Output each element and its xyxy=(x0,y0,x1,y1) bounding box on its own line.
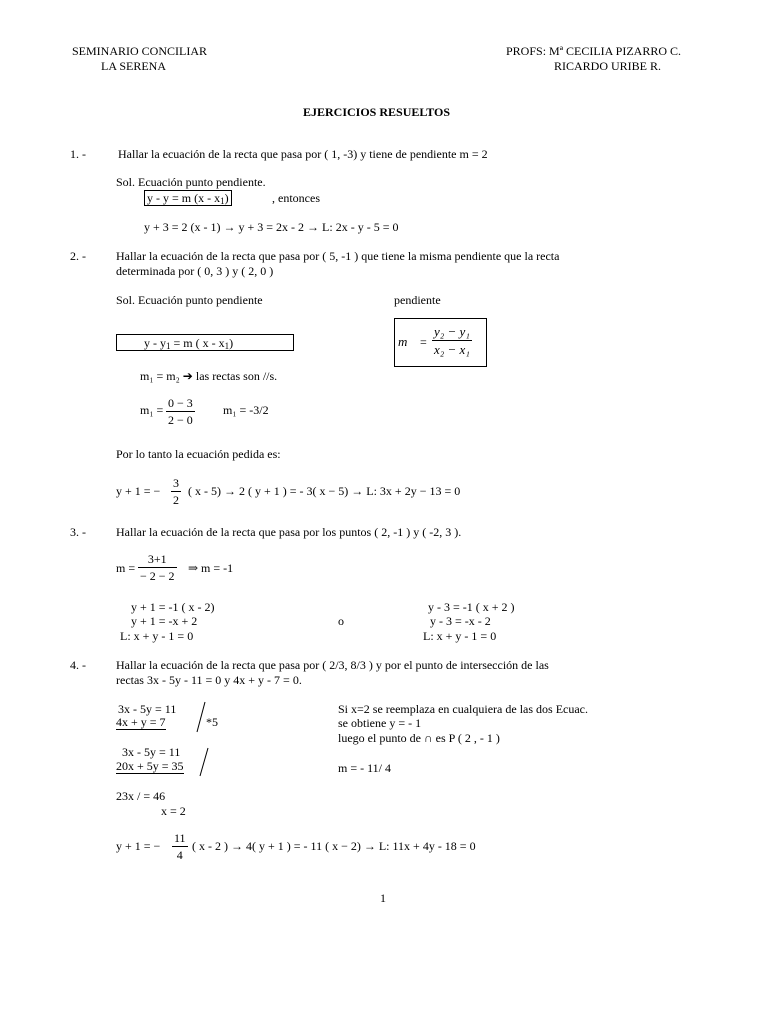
exercise-4-final-left: y + 1 = − xyxy=(116,839,161,853)
exercise-3-slope-result: ⇒ m = -1 xyxy=(188,561,234,575)
fraction-denominator: 2 xyxy=(173,493,179,507)
exercise-4-statement-line2: rectas 3x - 5y - 11 = 0 y 4x + y - 7 = 0. xyxy=(116,673,302,687)
exercise-2-final-fraction xyxy=(171,477,181,506)
explanation-line3: luego el punto de ∩ es P ( 2 , - 1 ) xyxy=(338,731,500,745)
fraction-numerator: 3 xyxy=(173,476,179,490)
fraction-numerator: 11 xyxy=(174,831,186,845)
equals-sign: = xyxy=(420,335,427,349)
x-value: x = 2 xyxy=(161,804,186,818)
parallel-condition: m₁ = m₂ ➔ las rectas son //s. xyxy=(140,369,278,383)
sum-result: 23x / = 46 xyxy=(116,789,166,803)
exercise-3-statement: Hallar la ecuación de la recta que pasa por los puntos ( 2, -1 ) y ( -2, 3 ). xyxy=(116,525,462,539)
exercise-4-slope: m = - 11/ 4 xyxy=(338,761,391,775)
m1-denominator: 2 − 0 xyxy=(168,413,193,427)
m1-value: m₁ = -3/2 xyxy=(223,403,269,417)
slope-numerator: y₂ − y₁ xyxy=(434,324,470,339)
exercise-3-right-line2: y - 3 = -x - 2 xyxy=(430,614,491,628)
multiplier: *5 xyxy=(206,715,218,729)
exercise-2-final-left: y + 1 = − xyxy=(116,484,161,498)
exercise-1-statement: Hallar la ecuación de la recta que pasa por ( 1, -3) y tiene de pendiente m = 2 xyxy=(118,147,488,161)
exercise-1-formula: y - y = m (x - x xyxy=(147,191,221,205)
slope-symbol: m xyxy=(398,334,408,349)
explanation-line2: se obtiene y = - 1 xyxy=(338,716,422,730)
formula-part: y - y xyxy=(144,336,166,350)
explanation-line1: Si x=2 se reemplaza en cualquiera de las dos Ecuac. xyxy=(338,702,588,716)
professor-name: RICARDO URIBE R. xyxy=(554,59,662,73)
therefore-text: Por lo tanto la ecuación pedida es: xyxy=(116,447,281,461)
exercise-2-number: 2. - xyxy=(70,249,86,263)
formula-close: ) xyxy=(224,191,229,205)
page-number: 1 xyxy=(380,891,386,905)
system1-eq2: 4x + y = 7 xyxy=(116,715,166,729)
exercise-2-solution-label: Sol. Ecuación punto pendiente xyxy=(116,293,263,307)
m1-label: m₁ = xyxy=(140,403,164,417)
exercise-3-left-line3: L: x + y - 1 = 0 xyxy=(120,629,194,643)
m1-numerator: 0 − 3 xyxy=(168,396,193,410)
exercise-3-right-line3: L: x + y - 1 = 0 xyxy=(423,629,497,643)
exercise-3-number: 3. - xyxy=(70,525,86,539)
subscript: 1 xyxy=(220,196,225,206)
system1-eq1: 3x - 5y = 11 xyxy=(118,702,177,716)
fraction-denominator: − 2 − 2 xyxy=(140,569,175,583)
school-city: LA SERENA xyxy=(101,59,167,73)
slope-denominator: x₂ − x₁ xyxy=(434,342,470,357)
exercise-1-solution-label: Sol. Ecuación punto pendiente. xyxy=(116,175,266,189)
fraction-numerator: 3+1 xyxy=(147,552,167,566)
exercise-3-right-line1: y - 3 = -1 ( x + 2 ) xyxy=(428,600,515,614)
professors-line: PROFS: Mª CECILIA PIZARRO C. xyxy=(506,44,682,58)
exercise-3-left-line1: y + 1 = -1 ( x - 2) xyxy=(131,600,215,614)
slope-label: pendiente xyxy=(394,293,441,307)
exercise-4-final-fraction xyxy=(172,832,188,861)
system2-eq2: 20x + 5y = 35 xyxy=(116,759,184,773)
exercise-4-final-right: ( x - 2 ) → 4( y + 1 ) = - 11 ( x − 2) → L: 11x + 4y - 18 = 0 xyxy=(192,839,476,853)
exercise-1-formula-box xyxy=(144,190,232,206)
exercise-4-number: 4. - xyxy=(70,658,86,672)
exercise-2-final-right: ( x - 5) → 2 ( y + 1 ) = - 3( x − 5) → L: 3x + 2y − 13 = 0 xyxy=(188,484,461,498)
page-title: EJERCICIOS RESUELTOS xyxy=(303,105,451,119)
exercise-1-then: , entonces xyxy=(272,191,320,205)
exercise-2-statement-line2: determinada por ( 0, 3 ) y ( 2, 0 ) xyxy=(116,264,274,278)
exercise-4-statement-line1: Hallar la ecuación de la recta que pasa por ( 2/3, 8/3 ) y por el punto de intersección de las xyxy=(116,658,549,672)
exercise-3-left-line2: y + 1 = -x + 2 xyxy=(131,614,198,628)
slope-fraction xyxy=(432,325,472,356)
point-slope-formula xyxy=(144,337,233,349)
exercise-3-slope-fraction xyxy=(138,553,177,582)
m1-fraction xyxy=(166,397,195,426)
exercise-1-solution-line: y + 3 = 2 (x - 1) → y + 3 = 2x - 2 → L: 2x - y - 5 = 0 xyxy=(144,220,399,234)
operation-slash xyxy=(198,746,210,778)
subscript: 1 xyxy=(224,341,230,351)
exercise-1-number: 1. - xyxy=(70,147,86,161)
school-name: SEMINARIO CONCILIAR xyxy=(72,44,207,58)
system2-eq1: 3x - 5y = 11 xyxy=(122,745,181,759)
fraction-denominator: 4 xyxy=(172,846,188,861)
formula-part: = m ( x - x xyxy=(170,336,225,350)
exercise-2-statement-line1: Hallar la ecuación de la recta que pasa por ( 5, -1 ) que tiene la misma pendiente que la recta xyxy=(116,249,560,263)
subscript: 1 xyxy=(166,341,171,351)
formula-close: ) xyxy=(229,336,234,350)
exercise-3-slope-label: m = xyxy=(116,561,136,575)
or-label: o xyxy=(338,614,344,628)
